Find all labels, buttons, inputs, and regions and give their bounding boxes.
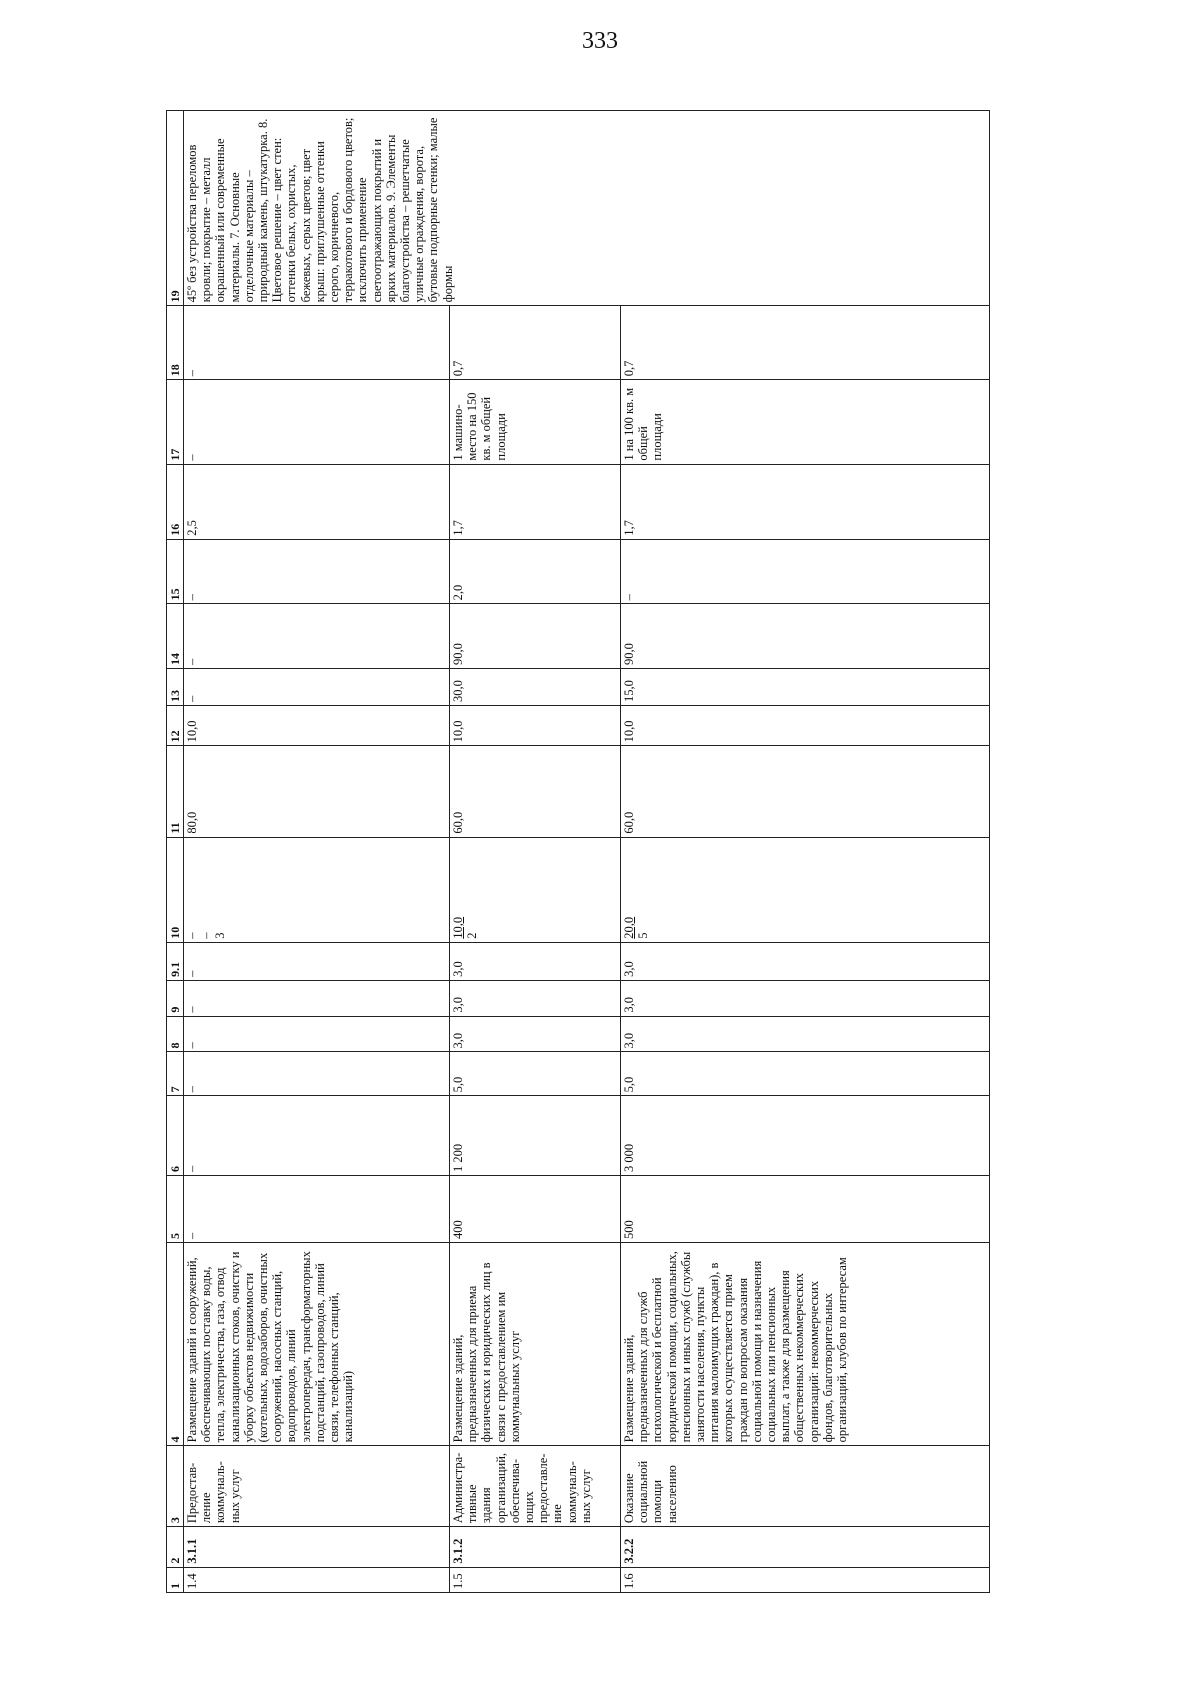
- col-header: 4: [167, 1243, 184, 1446]
- col-header: 8: [167, 1016, 184, 1052]
- cell-number: 1.6: [621, 1567, 990, 1592]
- cell-value: 10,0: [450, 705, 621, 745]
- cell-value: –: [184, 1096, 450, 1176]
- page-number: 333: [582, 28, 618, 54]
- header-row: [167, 111, 184, 1593]
- cell-value: 3,0: [621, 1016, 990, 1052]
- cell-use-name: Оказание социальной помощи населению: [621, 1446, 990, 1527]
- cell-value: –: [621, 539, 990, 604]
- cell-code: 3.1.1: [184, 1527, 450, 1567]
- col-header: 5: [167, 1176, 184, 1243]
- cell-value: 0,7: [621, 306, 990, 380]
- fraction-denominator: 2: [465, 932, 480, 939]
- cell-value: –: [184, 669, 450, 706]
- cell-use-name: Предостав-ление коммуналь-ных услуг: [184, 1446, 450, 1527]
- cell-value: 3,0: [450, 942, 621, 980]
- cell-value: –: [184, 1016, 450, 1052]
- cell-number: 1.4: [184, 1567, 450, 1592]
- col-header: 15: [167, 539, 184, 604]
- cell-requirements: 45º без устройства переломов кровли; покрытие – металл окрашенный или современные материалы. 7. Основные отделочные материалы – природный камень, штукатурка. 8. Цветовое решение – цвет стен: оттенки белых, охристых, бежевых, серых цветов; цвет крыш: приглушенные оттенки серого, коричневого, терракотового и бордового цветов; исключить применение светоотражающих покрытий и ярких материалов. 9. Элементы благоустройства – решетчатые уличные ограждения, ворота, бутовые подпорные стенки; малые формы: [184, 111, 990, 306]
- cell-value: 1,7: [450, 464, 621, 539]
- fraction-numerator: 20,0: [622, 916, 636, 939]
- cell-value: [621, 837, 990, 942]
- cell-value: –: [184, 380, 450, 464]
- cell-value: –: [184, 980, 450, 1016]
- col-header: 9.1: [167, 942, 184, 980]
- col-header: 11: [167, 746, 184, 837]
- cell-value: 2,0: [450, 539, 621, 604]
- cell-value: 30,0: [450, 669, 621, 706]
- cell-description: Размещение зданий, предназначенных для приема физических и юридических лиц в связи с предоставлением им коммунальных услуг: [450, 1243, 621, 1446]
- value-line: –: [185, 932, 199, 939]
- cell-value: 5,0: [450, 1052, 621, 1096]
- cell-value: 1 машино-место на 150 кв. м общей площади: [450, 380, 621, 464]
- col-header: 16: [167, 464, 184, 539]
- table-row: [450, 111, 621, 1593]
- cell-value: 5,0: [621, 1052, 990, 1096]
- cell-value: 3,0: [450, 1016, 621, 1052]
- cell-code: 3.1.2: [450, 1527, 621, 1567]
- zoning-table: [166, 110, 990, 1593]
- cell-value: –: [184, 942, 450, 980]
- cell-value: 3 000: [621, 1096, 990, 1176]
- cell-value: 0,7: [450, 306, 621, 380]
- cell-number: 1.5: [450, 1567, 621, 1592]
- cell-value: 10,0: [184, 705, 450, 745]
- cell-value: 90,0: [450, 604, 621, 669]
- cell-value: –: [184, 1052, 450, 1096]
- cell-description: Размещение зданий, предназначенных для служб психологической и бесплатной юридической помощи, социальных, пенсионных и иных служб (службы занятости населения, пункты питания малоимущих граждан), в которых осуществляется прием граждан по вопросам оказания социальной помощи и назначения социальных или пенсионных выплат, а также для размещения общественных некоммерческих организаций: некоммерческих фондов, благотворительных организаций, клубов по интересам: [621, 1243, 990, 1446]
- fraction-numerator: 10,0: [451, 916, 465, 939]
- cell-use-name: Администра-тивные здания организаций, обеспечива-ющих предоставле-ние коммуналь-ных услуг: [450, 1446, 621, 1527]
- col-header: 9: [167, 980, 184, 1016]
- col-header: 3: [167, 1446, 184, 1527]
- value-line: –: [199, 932, 214, 939]
- col-header: 7: [167, 1052, 184, 1096]
- col-header: 1: [167, 1567, 184, 1592]
- cell-value: 400: [450, 1176, 621, 1243]
- cell-value: –: [184, 1176, 450, 1243]
- col-header: 13: [167, 669, 184, 706]
- cell-value: 1 200: [450, 1096, 621, 1176]
- cell-value: –: [184, 604, 450, 669]
- cell-value: 80,0: [184, 746, 450, 837]
- col-header: 19: [167, 111, 184, 306]
- fraction-denominator: 5: [636, 932, 651, 939]
- col-header: 18: [167, 306, 184, 380]
- rotated-table: [166, 110, 1022, 1593]
- cell-value: 60,0: [450, 746, 621, 837]
- cell-value: 60,0: [621, 746, 990, 837]
- cell-value: 2,5: [184, 464, 450, 539]
- cell-value: [184, 837, 450, 942]
- cell-description: Размещение зданий и сооружений, обеспечивающих поставку воды, тепла, электричества, газа, отвод канализационных стоков, очистку и уборку объектов недвижимости (котельных, водозаборов, очистных сооружений, насосных станций, водопроводов, линий электропередач, трансформаторных подстанций, газопроводов, линий связи, телефонных станций, канализаций): [184, 1243, 450, 1446]
- value-line: 3: [213, 932, 228, 939]
- cell-value: 1 на 100 кв. м общей площади: [621, 380, 990, 464]
- value-stack: [185, 841, 228, 939]
- cell-value: 15,0: [621, 669, 990, 706]
- cell-value: [450, 837, 621, 942]
- col-header: 10: [167, 837, 184, 942]
- cell-value: –: [184, 539, 450, 604]
- col-header: 14: [167, 604, 184, 669]
- table-row: [621, 111, 990, 1593]
- col-header: 6: [167, 1096, 184, 1176]
- col-header: 17: [167, 380, 184, 464]
- cell-value: 1,7: [621, 464, 990, 539]
- cell-value: 3,0: [621, 942, 990, 980]
- col-header: 2: [167, 1527, 184, 1567]
- rotated-table-container: [166, 110, 1022, 1593]
- cell-value: –: [184, 306, 450, 380]
- fraction-value: [622, 917, 650, 939]
- cell-value: 500: [621, 1176, 990, 1243]
- cell-value: 3,0: [450, 980, 621, 1016]
- cell-code: 3.2.2: [621, 1527, 990, 1567]
- cell-value: 10,0: [621, 705, 990, 745]
- col-header: 12: [167, 705, 184, 745]
- cell-value: 90,0: [621, 604, 990, 669]
- cell-value: 3,0: [621, 980, 990, 1016]
- fraction-value: [451, 917, 479, 939]
- table-row: [184, 111, 450, 1593]
